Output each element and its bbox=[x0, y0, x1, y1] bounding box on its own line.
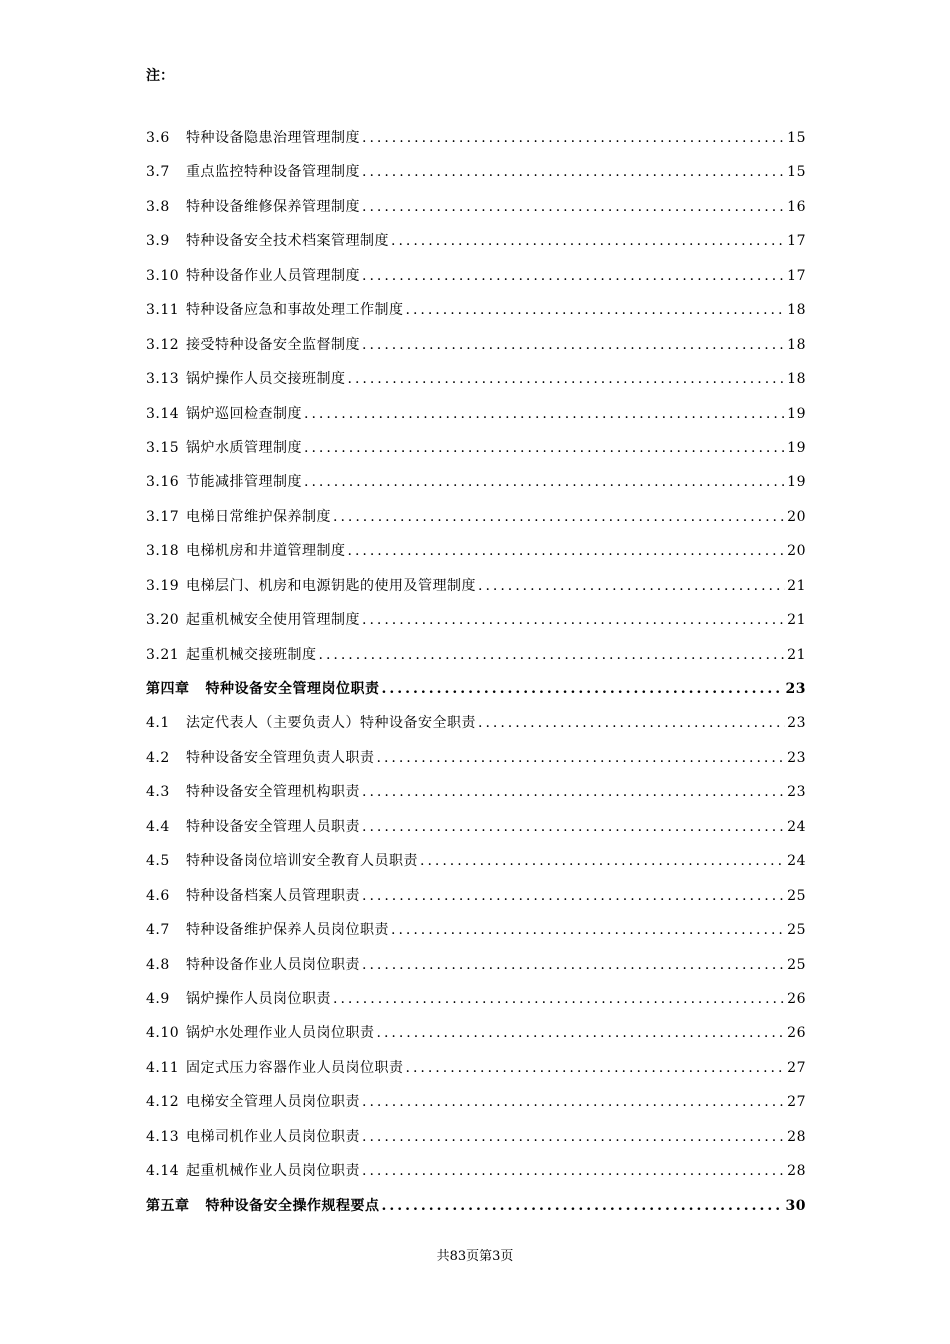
toc-entry-number: 4.11 bbox=[146, 1059, 180, 1076]
toc-entry-number: 4.4 bbox=[146, 818, 170, 835]
toc-entry-number: 3.15 bbox=[146, 439, 180, 456]
toc-dot-leader bbox=[382, 679, 784, 699]
toc-entry-number: 4.13 bbox=[146, 1128, 180, 1145]
toc-entry[interactable] bbox=[146, 335, 806, 369]
toc-dot-leader bbox=[362, 782, 785, 802]
toc-entry-number: 3.6 bbox=[146, 130, 170, 146]
toc-entry-number: 4.7 bbox=[146, 922, 170, 939]
toc-entry-title: 特种设备档案人员管理职责 bbox=[186, 887, 360, 904]
toc-entry[interactable] bbox=[146, 128, 806, 162]
toc-entry-title: 法定代表人（主要负责人）特种设备安全职责 bbox=[186, 715, 476, 732]
toc-entry-title: 特种设备作业人员管理制度 bbox=[186, 267, 360, 284]
toc-dot-leader bbox=[333, 989, 785, 1009]
toc-entry-page-number: 18 bbox=[787, 371, 806, 388]
toc-entry-page-number: 23 bbox=[787, 715, 806, 732]
toc-entry-title: 起重机械作业人员岗位职责 bbox=[186, 1163, 360, 1180]
toc-entry-title: 锅炉水质管理制度 bbox=[186, 439, 302, 456]
toc-entry[interactable] bbox=[146, 162, 806, 196]
toc-dot-leader bbox=[304, 404, 785, 424]
toc-entry-page-number: 15 bbox=[787, 164, 806, 181]
toc-entry-number: 3.19 bbox=[146, 577, 180, 594]
toc-entry-title: 特种设备安全技术档案管理制度 bbox=[186, 233, 389, 250]
toc-entry-title: 特种设备维护保养人员岗位职责 bbox=[186, 922, 389, 939]
toc-entry[interactable] bbox=[146, 610, 806, 644]
toc-entry-page-number: 26 bbox=[787, 1025, 806, 1042]
toc-entry-title: 特种设备应急和事故处理工作制度 bbox=[186, 302, 404, 319]
toc-dot-leader bbox=[478, 713, 785, 733]
toc-entry[interactable] bbox=[146, 197, 806, 231]
toc-dot-leader bbox=[333, 507, 785, 527]
toc-entry[interactable] bbox=[146, 955, 806, 989]
toc-entry-number: 3.21 bbox=[146, 646, 180, 663]
toc-entry-title: 锅炉操作人员交接班制度 bbox=[186, 371, 346, 388]
toc-entry-page-number: 18 bbox=[787, 302, 806, 319]
toc-dot-leader bbox=[304, 472, 785, 492]
toc-entry-number: 4.12 bbox=[146, 1094, 180, 1111]
toc-entry[interactable] bbox=[146, 1058, 806, 1092]
toc-dot-leader bbox=[377, 748, 786, 768]
table-of-contents bbox=[146, 128, 806, 1230]
toc-entry-title: 电梯司机作业人员岗位职责 bbox=[186, 1128, 360, 1145]
toc-entry-page-number: 23 bbox=[785, 681, 806, 697]
toc-entry[interactable] bbox=[146, 507, 806, 541]
toc-entry-page-number: 19 bbox=[787, 474, 806, 491]
toc-dot-leader bbox=[362, 266, 785, 286]
toc-entry[interactable] bbox=[146, 645, 806, 679]
toc-entry[interactable] bbox=[146, 369, 806, 403]
toc-entry[interactable] bbox=[146, 1161, 806, 1195]
toc-dot-leader bbox=[362, 817, 785, 837]
toc-entry-number: 3.11 bbox=[146, 302, 180, 319]
toc-entry-page-number: 19 bbox=[787, 405, 806, 422]
toc-entry[interactable] bbox=[146, 266, 806, 300]
toc-entry[interactable] bbox=[146, 1023, 806, 1057]
toc-dot-leader bbox=[420, 851, 785, 871]
toc-entry-title: 起重机械安全使用管理制度 bbox=[186, 612, 360, 629]
toc-entry[interactable] bbox=[146, 886, 806, 920]
toc-entry-title: 电梯安全管理人员岗位职责 bbox=[186, 1094, 360, 1111]
toc-entry-title: 锅炉水处理作业人员岗位职责 bbox=[186, 1025, 375, 1042]
toc-dot-leader bbox=[377, 1023, 786, 1043]
toc-entry-title: 特种设备维修保养管理制度 bbox=[186, 198, 360, 215]
toc-dot-leader bbox=[362, 1127, 785, 1147]
toc-entry-number: 3.16 bbox=[146, 474, 180, 491]
toc-dot-leader bbox=[362, 197, 785, 217]
toc-dot-leader bbox=[362, 162, 785, 182]
toc-entry-number: 4.6 bbox=[146, 887, 170, 904]
toc-entry[interactable] bbox=[146, 1127, 806, 1161]
toc-entry-title: 特种设备隐患治理管理制度 bbox=[186, 130, 360, 146]
toc-entry[interactable] bbox=[146, 782, 806, 816]
toc-entry[interactable] bbox=[146, 851, 806, 885]
toc-entry-page-number: 27 bbox=[787, 1059, 806, 1076]
toc-entry-title: 特种设备安全管理人员职责 bbox=[186, 818, 360, 835]
toc-entry[interactable] bbox=[146, 713, 806, 747]
toc-entry-number: 3.17 bbox=[146, 508, 180, 525]
toc-entry[interactable] bbox=[146, 300, 806, 334]
toc-entry-page-number: 15 bbox=[787, 130, 806, 146]
page-footer: 共83页第3页 bbox=[436, 1249, 514, 1264]
toc-entry-page-number: 25 bbox=[787, 922, 806, 939]
toc-entry-title: 电梯层门、机房和电源钥匙的使用及管理制度 bbox=[186, 577, 476, 594]
toc-dot-leader bbox=[362, 1092, 785, 1112]
toc-entry[interactable] bbox=[146, 576, 806, 610]
toc-entry-title: 特种设备安全操作规程要点 bbox=[205, 1197, 380, 1214]
toc-entry-number: 4.2 bbox=[146, 749, 170, 766]
toc-entry-page-number: 25 bbox=[787, 956, 806, 973]
toc-chapter-entry[interactable] bbox=[146, 679, 806, 713]
toc-entry-page-number: 21 bbox=[787, 612, 806, 629]
toc-entry-number: 3.7 bbox=[146, 164, 170, 181]
toc-entry-number: 3.13 bbox=[146, 371, 180, 388]
toc-entry-page-number: 28 bbox=[787, 1128, 806, 1145]
toc-entry-number: 4.8 bbox=[146, 956, 170, 973]
toc-entry-page-number: 23 bbox=[787, 749, 806, 766]
toc-entry-title: 特种设备安全管理负责人职责 bbox=[186, 749, 375, 766]
toc-entry-page-number: 24 bbox=[787, 818, 806, 835]
toc-entry[interactable] bbox=[146, 920, 806, 954]
toc-dot-leader bbox=[362, 955, 785, 975]
toc-entry-number: 3.8 bbox=[146, 198, 170, 215]
toc-entry[interactable] bbox=[146, 541, 806, 575]
toc-entry[interactable] bbox=[146, 231, 806, 265]
note-label: 注： bbox=[146, 68, 174, 84]
toc-entry-number: 4.14 bbox=[146, 1163, 180, 1180]
toc-entry-number: 4.1 bbox=[146, 715, 170, 732]
toc-entry-title: 特种设备安全管理岗位职责 bbox=[205, 681, 380, 697]
toc-dot-leader bbox=[362, 128, 785, 148]
toc-entry-number: 3.12 bbox=[146, 336, 180, 353]
toc-dot-leader bbox=[348, 369, 786, 389]
toc-entry-title: 起重机械交接班制度 bbox=[186, 646, 317, 663]
toc-dot-leader bbox=[362, 610, 785, 630]
toc-entry-page-number: 28 bbox=[787, 1163, 806, 1180]
toc-dot-leader bbox=[478, 576, 785, 596]
toc-dot-leader bbox=[304, 438, 785, 458]
toc-entry-page-number: 20 bbox=[787, 508, 806, 525]
toc-entry[interactable] bbox=[146, 438, 806, 472]
toc-entry-page-number: 24 bbox=[787, 853, 806, 870]
toc-entry-title: 特种设备岗位培训安全教育人员职责 bbox=[186, 853, 418, 870]
toc-entry-number: 第四章 bbox=[146, 681, 190, 697]
toc-dot-leader bbox=[406, 300, 786, 320]
toc-entry-title: 节能减排管理制度 bbox=[186, 474, 302, 491]
toc-entry-title: 锅炉操作人员岗位职责 bbox=[186, 990, 331, 1007]
toc-dot-leader bbox=[362, 335, 785, 355]
toc-entry-page-number: 21 bbox=[787, 646, 806, 663]
toc-entry-number: 4.9 bbox=[146, 990, 170, 1007]
toc-dot-leader bbox=[362, 1161, 785, 1181]
toc-entry-page-number: 20 bbox=[787, 543, 806, 560]
toc-entry-page-number: 18 bbox=[787, 336, 806, 353]
toc-dot-leader bbox=[362, 886, 785, 906]
toc-entry-page-number: 16 bbox=[787, 198, 806, 215]
toc-entry-title: 特种设备安全管理机构职责 bbox=[186, 784, 360, 801]
toc-chapter-entry[interactable] bbox=[146, 1196, 806, 1230]
toc-entry[interactable] bbox=[146, 817, 806, 851]
toc-dot-leader bbox=[348, 541, 786, 561]
toc-entry-page-number: 17 bbox=[787, 233, 806, 250]
toc-entry[interactable] bbox=[146, 989, 806, 1023]
toc-entry-number: 4.5 bbox=[146, 853, 170, 870]
toc-entry[interactable] bbox=[146, 748, 806, 782]
toc-entry-page-number: 30 bbox=[785, 1197, 806, 1214]
toc-entry-title: 特种设备作业人员岗位职责 bbox=[186, 956, 360, 973]
toc-entry-title: 电梯日常维护保养制度 bbox=[186, 508, 331, 525]
toc-entry[interactable] bbox=[146, 404, 806, 438]
toc-entry-title: 锅炉巡回检查制度 bbox=[186, 405, 302, 422]
toc-entry-page-number: 17 bbox=[787, 267, 806, 284]
toc-entry[interactable] bbox=[146, 1092, 806, 1126]
toc-entry[interactable] bbox=[146, 472, 806, 506]
toc-dot-leader bbox=[391, 920, 785, 940]
toc-entry-number: 3.20 bbox=[146, 612, 180, 629]
toc-entry-number: 3.18 bbox=[146, 543, 180, 560]
toc-entry-page-number: 26 bbox=[787, 990, 806, 1007]
toc-entry-number: 第五章 bbox=[146, 1197, 190, 1214]
toc-entry-page-number: 25 bbox=[787, 887, 806, 904]
toc-entry-page-number: 27 bbox=[787, 1094, 806, 1111]
toc-entry-number: 3.9 bbox=[146, 233, 170, 250]
toc-dot-leader bbox=[391, 231, 785, 251]
toc-entry-title: 电梯机房和井道管理制度 bbox=[186, 543, 346, 560]
toc-entry-number: 3.10 bbox=[146, 267, 180, 284]
toc-entry-title: 重点监控特种设备管理制度 bbox=[186, 164, 360, 181]
toc-entry-number: 4.3 bbox=[146, 784, 170, 801]
toc-entry-number: 4.10 bbox=[146, 1025, 180, 1042]
toc-dot-leader bbox=[406, 1058, 786, 1078]
toc-entry-page-number: 21 bbox=[787, 577, 806, 594]
toc-dot-leader bbox=[319, 645, 786, 665]
toc-entry-page-number: 23 bbox=[787, 784, 806, 801]
toc-dot-leader bbox=[382, 1196, 784, 1216]
toc-entry-title: 固定式压力容器作业人员岗位职责 bbox=[186, 1059, 404, 1076]
toc-entry-title: 接受特种设备安全监督制度 bbox=[186, 336, 360, 353]
toc-entry-page-number: 19 bbox=[787, 439, 806, 456]
toc-entry-number: 3.14 bbox=[146, 405, 180, 422]
